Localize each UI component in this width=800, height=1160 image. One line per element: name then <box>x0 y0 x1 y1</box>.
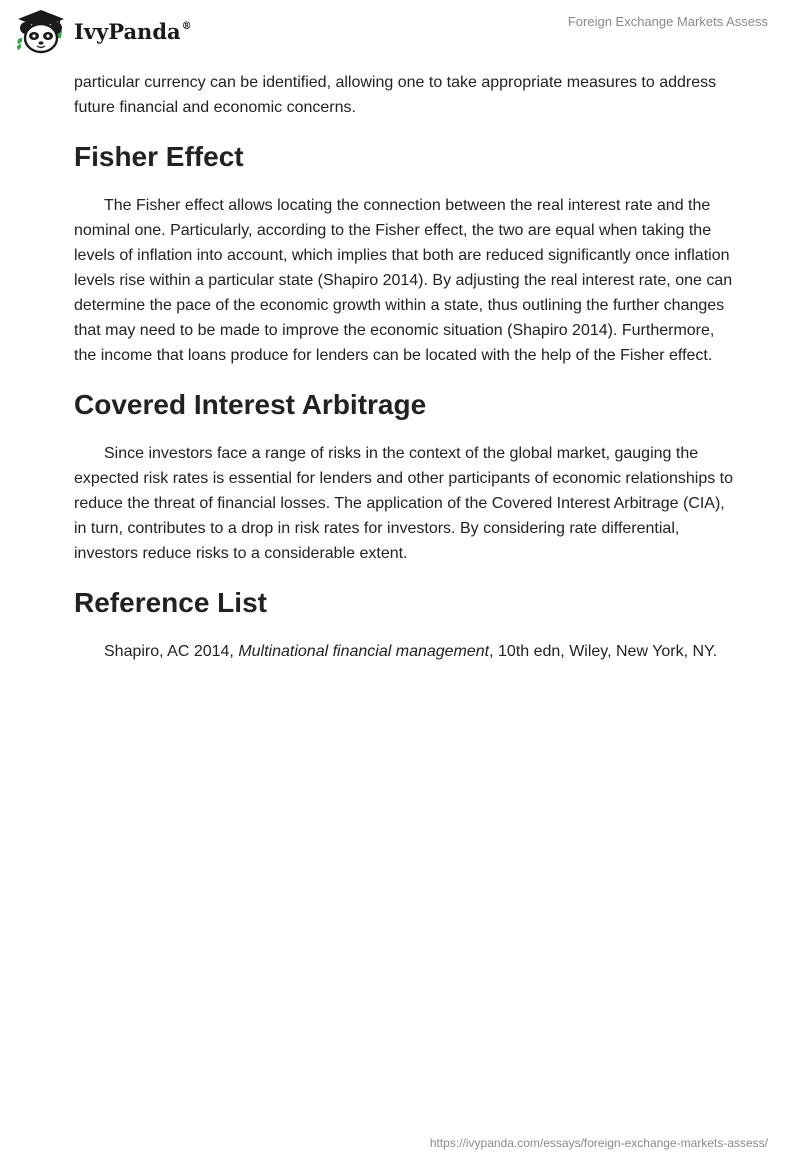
reference-title: Multinational financial management <box>238 643 490 660</box>
panda-graduate-icon <box>14 8 68 54</box>
section-body-covered-interest-arbitrage: Since investors face a range of risks in the context of the global market, gauging the expected risk rates is essential for lenders and other participants of economic relationships to reduce the threat of financial losses. The application of the Covered Interest Arbitrage (CIA), in turn, contributes to a drop in risk rates for investors. By considering rate differential, investors reduce risks to a considerable extent. <box>74 445 734 562</box>
section-heading-covered-interest-arbitrage: Covered Interest Arbitrage <box>74 389 427 420</box>
section-body-fisher-effect: The Fisher effect allows locating the connection between the real interest rate and the nominal one. Particularly, according to the Fisher effect, the two are equal when taking the levels of inflation into account, which implies that both are reduced significantly once inflation levels rise within a particular state (Shapiro 2014). By adjusting the real interest rate, one can determine the pace of the economic growth within a state, thus outlining the further changes that may need to be made to improve the economic situation (Shapiro 2014). Furthermore, the income that loans produce for lenders can be located with the help of the Fisher effect. <box>74 197 733 364</box>
reference-publisher: , 10th edn, Wiley, New York, NY. <box>489 643 718 660</box>
essay-body <box>74 70 734 664</box>
intro-continuation: particular currency can be identified, allowing one to take appropriate measures to address future financial and economic concerns. <box>74 74 717 116</box>
reference-entry <box>74 639 734 664</box>
brand-logo[interactable] <box>14 8 192 54</box>
registered-mark: ® <box>181 20 192 32</box>
reference-author-year: Shapiro, AC 2014, <box>104 643 239 660</box>
section-heading-reference-list: Reference List <box>74 587 267 618</box>
document-title: Foreign Exchange Markets Assess <box>567 14 768 29</box>
page-header <box>0 0 800 62</box>
section-heading-fisher-effect: Fisher Effect <box>74 141 244 172</box>
source-url[interactable]: https://ivypanda.com/essays/foreign-exchange-markets-assess/ <box>429 1136 768 1150</box>
brand-name: IvyPanda® <box>74 18 192 44</box>
